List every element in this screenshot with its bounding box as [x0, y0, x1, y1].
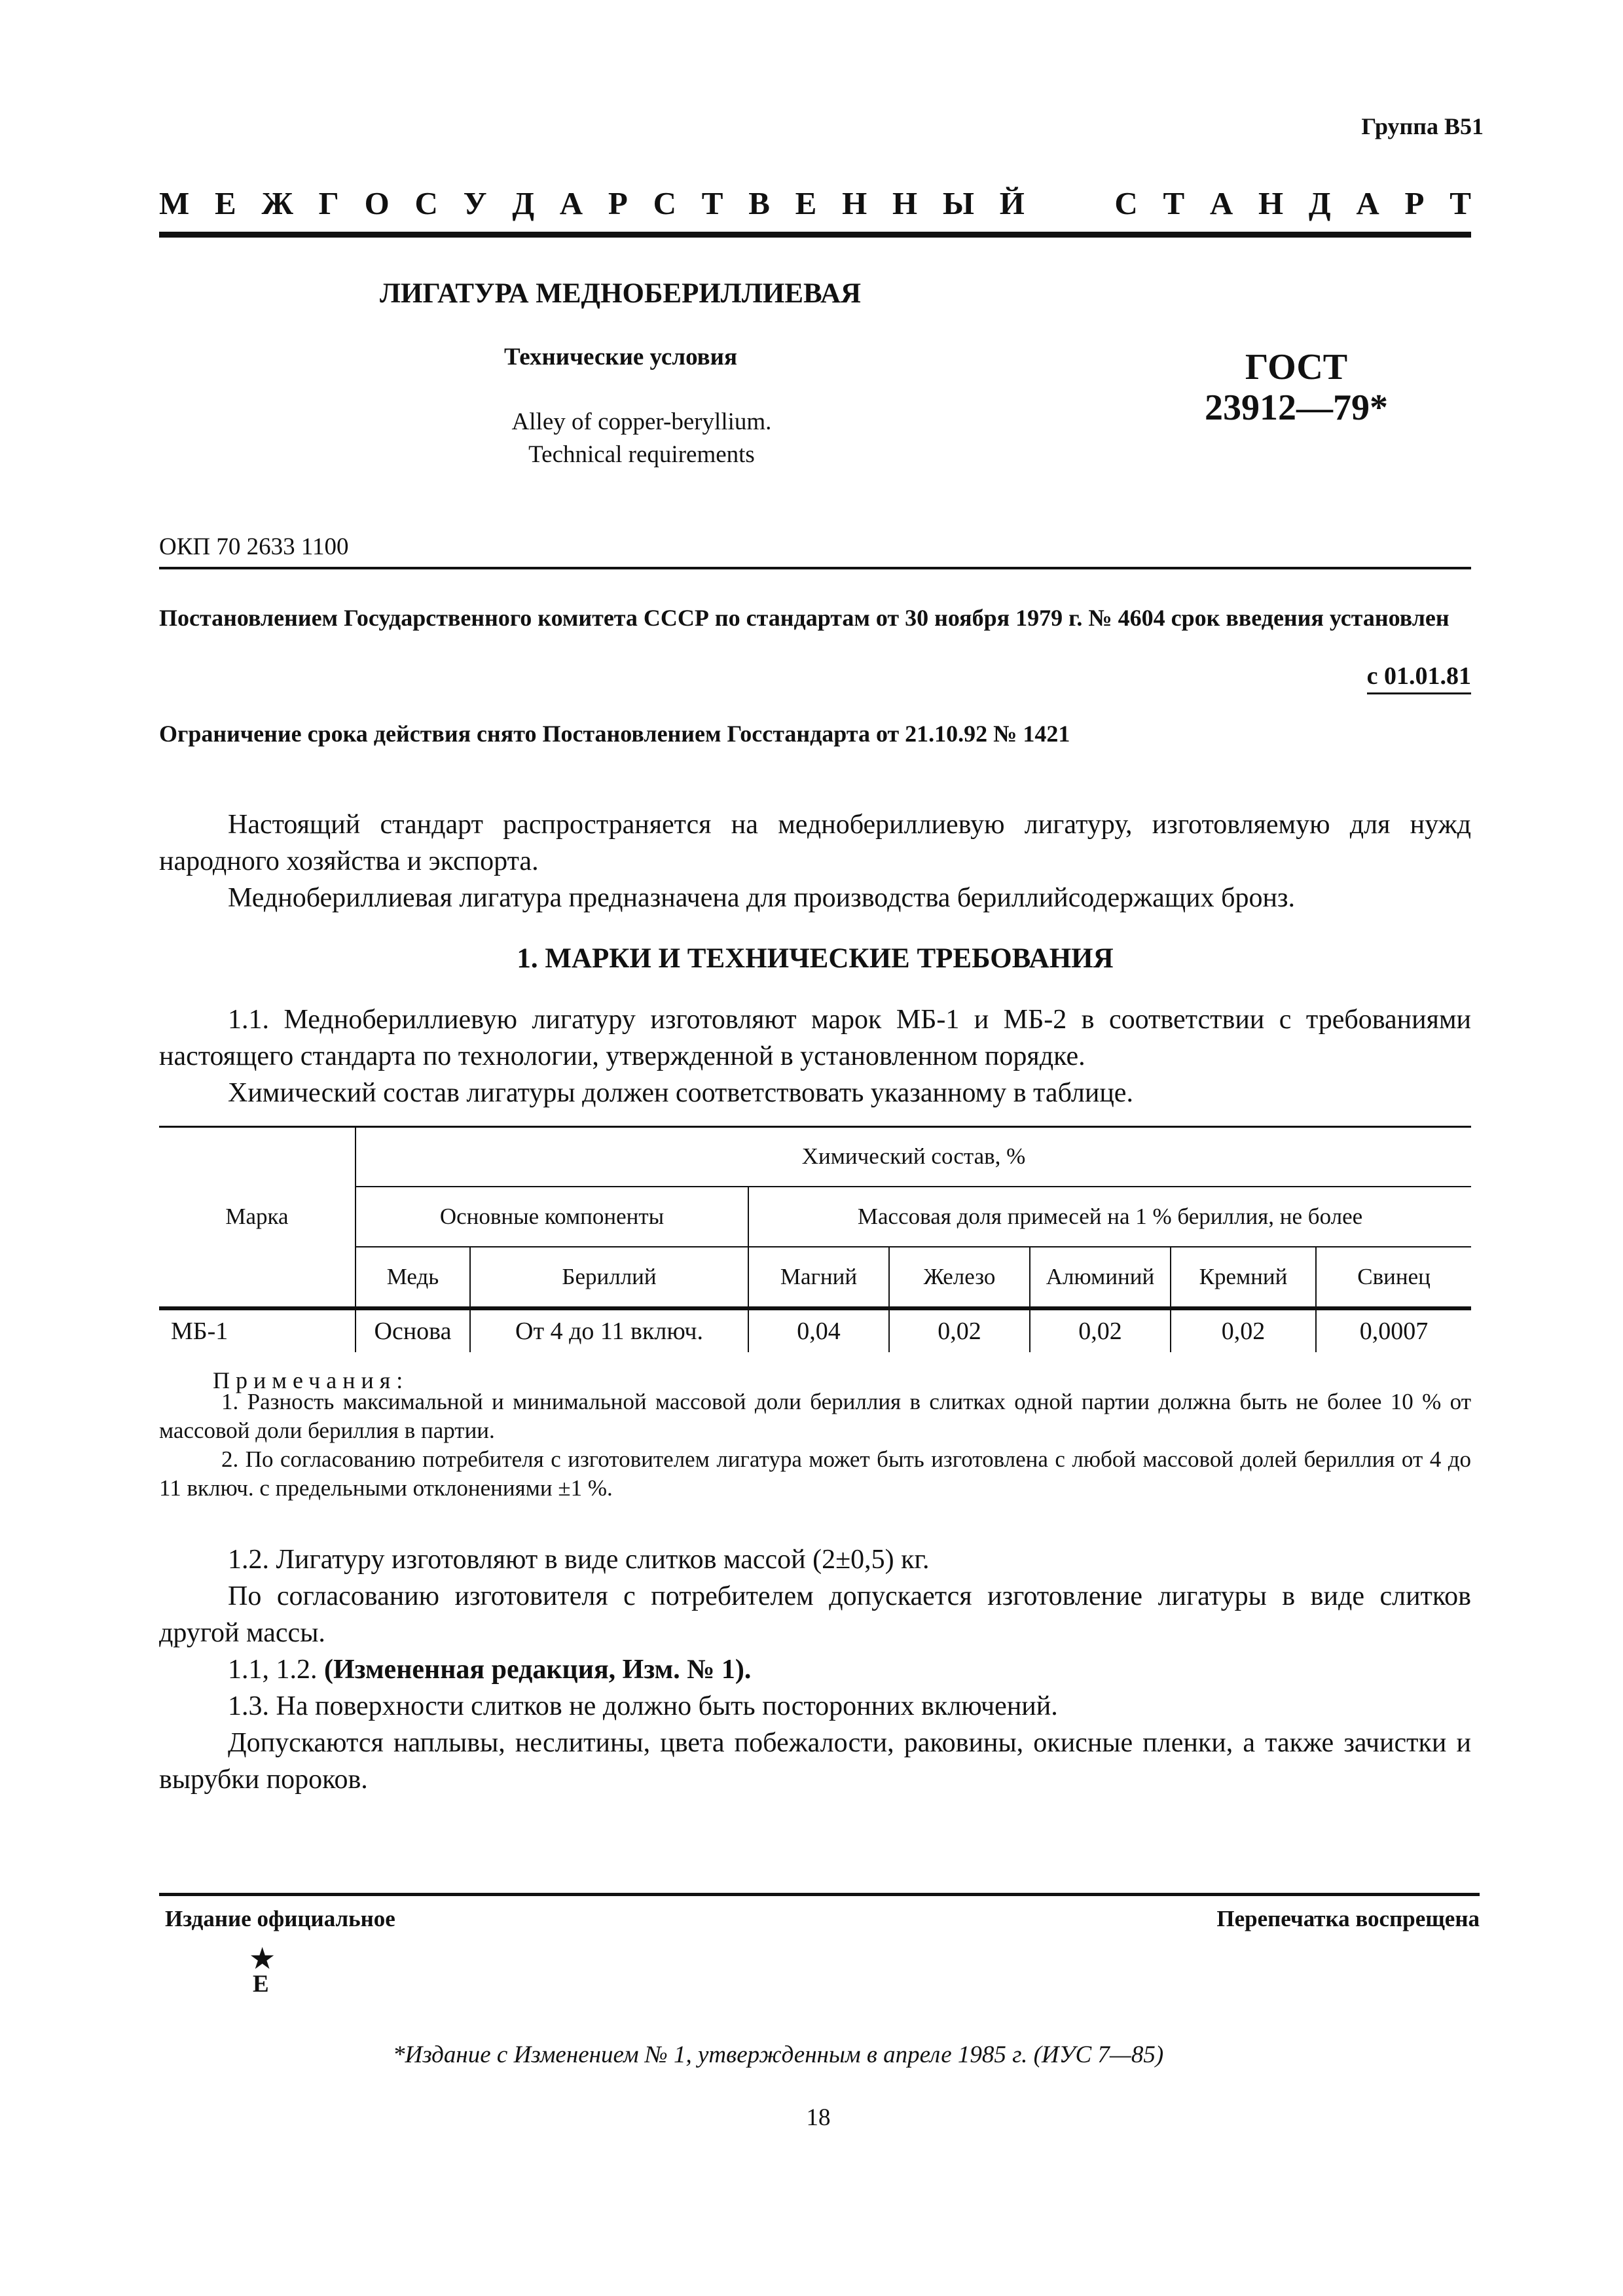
banner-letter: С	[414, 185, 438, 221]
header-impurities: Массовая доля примесей на 1 % бериллия, не более	[748, 1187, 1471, 1247]
clause-1-2: 1.2. Лигатуру изготовляют в виде слитков массой (2±0,5) кг.	[228, 1545, 930, 1575]
banner-letter: Д	[1308, 185, 1331, 221]
banner-letter: А	[1356, 185, 1379, 221]
header-lead: Свинец	[1316, 1247, 1471, 1308]
banner-letter: С	[653, 185, 676, 221]
banner-letter: А	[1209, 185, 1233, 221]
cell-silicon: 0,02	[1171, 1308, 1316, 1352]
e-mark: Е	[253, 1971, 269, 1998]
header-main-components: Основные компоненты	[356, 1187, 748, 1247]
cell-mark: МБ-1	[171, 1318, 228, 1345]
okp-code: ОКП 70 2633 1100	[159, 533, 349, 560]
banner-letter: Д	[512, 185, 535, 221]
header-magnesium: Магний	[748, 1247, 889, 1308]
section-heading: 1. МАРКИ И ТЕХНИЧЕСКИЕ ТРЕБОВАНИЯ	[517, 943, 1114, 974]
effective-date: с 01.01.81	[1367, 660, 1471, 694]
edition-note: *Издание с Изменением № 1, утвержденным в апреле 1985 г. (ИУС 7—85)	[393, 2041, 1164, 2068]
banner-letter: Т	[701, 185, 723, 221]
clause-1-1: 1.1. Меднобериллиевую лигатуру изготовляют марок МБ-1 и МБ-2 в соответствии с требованиями настоящего стандарта по технологии, утвержденной в установленном порядке.	[159, 1005, 1471, 1071]
official-edition: Издание официальное	[165, 1906, 395, 1931]
chemical-composition-table	[159, 1127, 1471, 1352]
banner-letter: Р	[1404, 185, 1425, 221]
banner-letter: Й	[999, 185, 1025, 221]
banner-letter: Ж	[261, 185, 293, 221]
decree-text: Постановлением Государственного комитета СССР по стандартам от 30 ноября 1979 г. № 4604 срок введения установлен	[159, 605, 1450, 631]
cell-aluminium: 0,02	[1030, 1308, 1171, 1352]
banner-letter: Е	[215, 185, 236, 221]
english-title	[458, 406, 825, 471]
document-title: ЛИГАТУРА МЕДНОБЕРИЛЛИЕВАЯ	[380, 278, 862, 309]
english-title-line1: Alley of copper-beryllium.	[511, 408, 772, 435]
cell-iron: 0,02	[889, 1308, 1030, 1352]
english-title-line2: Technical requirements	[528, 441, 755, 468]
intro-paragraph-2: Меднобериллиевая лигатура предназначена для производства бериллийсодержащих бронз.	[228, 883, 1296, 913]
group-code: Группа В51	[1361, 113, 1484, 139]
header-aluminium: Алюминий	[1030, 1247, 1171, 1308]
header-copper: Медь	[356, 1247, 470, 1308]
banner-letter: Т	[1163, 185, 1185, 221]
banner-word-gap	[1050, 185, 1089, 222]
gost-code: 23912—79*	[1205, 387, 1388, 428]
cell-beryllium: От 4 до 11 включ.	[470, 1308, 748, 1352]
cell-lead: 0,0007	[1316, 1308, 1471, 1352]
limitation-note: Ограничение срока действия снято Постановлением Госстандарта от 21.10.92 № 1421	[159, 721, 1070, 747]
clause-1-2-agreement: По согласованию изготовителя с потребителем допускается изготовление лигатуры в виде слитков другой массы.	[159, 1581, 1471, 1648]
banner-letter: Ы	[942, 185, 974, 221]
header-mark: Марка	[159, 1127, 356, 1308]
header-rule-thick	[159, 232, 1471, 238]
page-number: 18	[806, 2104, 831, 2131]
amendment-text: (Измененная редакция, Изм. № 1).	[324, 1655, 752, 1685]
banner-letter: В	[748, 185, 770, 221]
banner-letter: Г	[318, 185, 339, 221]
clause-1-1-composition: Химический состав лигатуры должен соответствовать указанному в таблице.	[228, 1078, 1133, 1108]
banner-letter: Н	[892, 185, 918, 221]
header-iron: Железо	[889, 1247, 1030, 1308]
gost-label: ГОСТ	[1245, 347, 1348, 387]
clause-1-3-allowed: Допускаются наплывы, неслитины, цвета побежалости, раковины, окисные пленки, а также зачистки и вырубки пороков.	[159, 1728, 1471, 1795]
document-subtitle: Технические условия	[504, 344, 737, 370]
notes-heading: Примечания:	[213, 1367, 409, 1393]
interstate-standard-banner	[159, 185, 1471, 222]
header-chemical-composition: Химический состав, %	[356, 1127, 1471, 1187]
banner-letter: Н	[1258, 185, 1284, 221]
amendment-note: 1.1, 1.2. (Измененная редакция, Изм. № 1).	[228, 1655, 752, 1685]
banner-letter: У	[463, 185, 487, 221]
reprint-prohibited: Перепечатка воспрещена	[1216, 1906, 1480, 1931]
okp-rule	[159, 567, 1471, 569]
intro-paragraph-1: Настоящий стандарт распространяется на меднобериллиевую лигатуру, изготовляемую для нужд народного хозяйства и экспорта.	[159, 810, 1471, 876]
cell-copper: Основа	[356, 1308, 470, 1352]
table-row	[159, 1308, 1471, 1352]
banner-letter: Е	[795, 185, 817, 221]
banner-letter: С	[1114, 185, 1138, 221]
banner-letter: О	[364, 185, 390, 221]
note-2: 2. По согласованию потребителя с изготовителем лигатура может быть изготовлена с любой массовой долей бериллия от 4 до 11 включ. с предельными отклонениями ±1 %.	[159, 1446, 1471, 1501]
banner-letter: Т	[1450, 185, 1471, 221]
star-icon: ★	[249, 1942, 276, 1975]
footer-rule	[159, 1893, 1480, 1896]
gost-number	[1139, 347, 1453, 428]
banner-letter: Р	[608, 185, 628, 221]
note-1: 1. Разность максимальной и минимальной массовой доли бериллия в слитках одной партии должна быть не более 10 % от массовой доли бериллия в партии.	[159, 1389, 1471, 1443]
header-beryllium: Бериллий	[470, 1247, 748, 1308]
clause-1-3: 1.3. На поверхности слитков не должно быть посторонних включений.	[228, 1691, 1058, 1721]
cell-magnesium: 0,04	[748, 1308, 889, 1352]
banner-letter: М	[159, 185, 190, 221]
header-silicon: Кремний	[1171, 1247, 1316, 1308]
banner-letter: Н	[842, 185, 867, 221]
banner-letter: А	[559, 185, 583, 221]
